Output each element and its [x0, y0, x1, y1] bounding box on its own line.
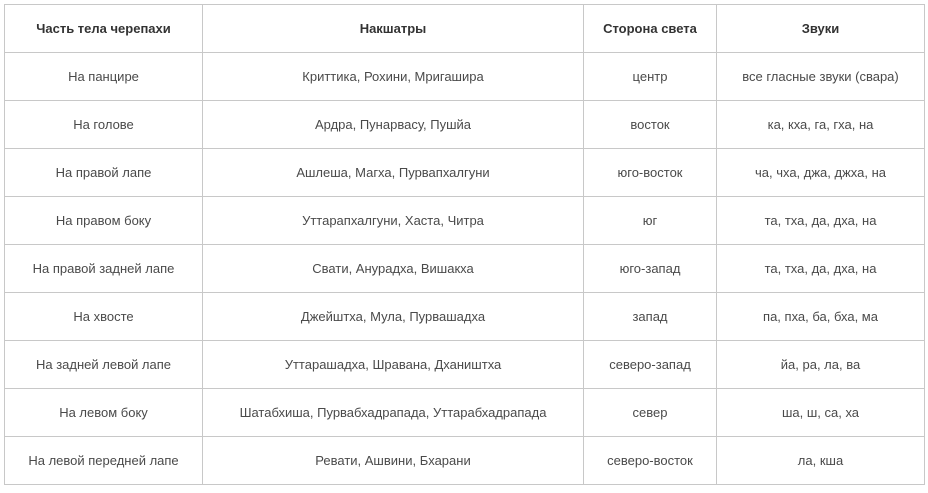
- cell-body-part: На левом боку: [5, 389, 203, 437]
- cell-sounds: ка, кха, га, гха, на: [717, 101, 925, 149]
- cell-body-part: На хвосте: [5, 293, 203, 341]
- table-body: [5, 53, 925, 485]
- cell-sounds: та, тха, да, дха, на: [717, 245, 925, 293]
- cell-sounds: все гласные звуки (свара): [717, 53, 925, 101]
- cell-body-part: На правом боку: [5, 197, 203, 245]
- cell-direction: север: [584, 389, 717, 437]
- table-container: [4, 4, 925, 485]
- cell-sounds: ла, кша: [717, 437, 925, 485]
- cell-body-part: На задней левой лапе: [5, 341, 203, 389]
- cell-direction: юго-восток: [584, 149, 717, 197]
- cell-nakshatras: Криттика, Рохини, Мригашира: [203, 53, 584, 101]
- cell-body-part: На правой лапе: [5, 149, 203, 197]
- cell-nakshatras: Уттарашадха, Шравана, Дхаништха: [203, 341, 584, 389]
- table-row: [5, 293, 925, 341]
- cell-sounds: па, пха, ба, бха, ма: [717, 293, 925, 341]
- turtle-nakshatra-table: [4, 4, 925, 485]
- table-row: [5, 437, 925, 485]
- table-row: [5, 53, 925, 101]
- table-row: [5, 101, 925, 149]
- cell-direction: юго-запад: [584, 245, 717, 293]
- table-row: [5, 149, 925, 197]
- cell-body-part: На левой передней лапе: [5, 437, 203, 485]
- cell-sounds: та, тха, да, дха, на: [717, 197, 925, 245]
- header-body-part: Часть тела черепахи: [5, 5, 203, 53]
- cell-direction: северо-запад: [584, 341, 717, 389]
- header-nakshatras: Накшатры: [203, 5, 584, 53]
- cell-direction: восток: [584, 101, 717, 149]
- cell-body-part: На голове: [5, 101, 203, 149]
- cell-nakshatras: Шатабхиша, Пурвабхадрапада, Уттарабхадрапада: [203, 389, 584, 437]
- table-header: [5, 5, 925, 53]
- cell-sounds: ча, чха, джа, джха, на: [717, 149, 925, 197]
- table-row: [5, 197, 925, 245]
- cell-direction: юг: [584, 197, 717, 245]
- table-row: [5, 389, 925, 437]
- cell-body-part: На панцире: [5, 53, 203, 101]
- header-row: [5, 5, 925, 53]
- cell-body-part: На правой задней лапе: [5, 245, 203, 293]
- header-direction: Сторона света: [584, 5, 717, 53]
- cell-nakshatras: Ашлеша, Магха, Пурвапхалгуни: [203, 149, 584, 197]
- cell-direction: северо-восток: [584, 437, 717, 485]
- cell-sounds: ша, ш, са, ха: [717, 389, 925, 437]
- header-sounds: Звуки: [717, 5, 925, 53]
- cell-sounds: йа, ра, ла, ва: [717, 341, 925, 389]
- cell-nakshatras: Уттарапхалгуни, Хаста, Читра: [203, 197, 584, 245]
- cell-nakshatras: Свати, Анурадха, Вишакха: [203, 245, 584, 293]
- cell-direction: центр: [584, 53, 717, 101]
- cell-nakshatras: Ардра, Пунарвасу, Пушйа: [203, 101, 584, 149]
- cell-direction: запад: [584, 293, 717, 341]
- table-row: [5, 341, 925, 389]
- cell-nakshatras: Джейштха, Мула, Пурвашадха: [203, 293, 584, 341]
- cell-nakshatras: Ревати, Ашвини, Бхарани: [203, 437, 584, 485]
- table-row: [5, 245, 925, 293]
